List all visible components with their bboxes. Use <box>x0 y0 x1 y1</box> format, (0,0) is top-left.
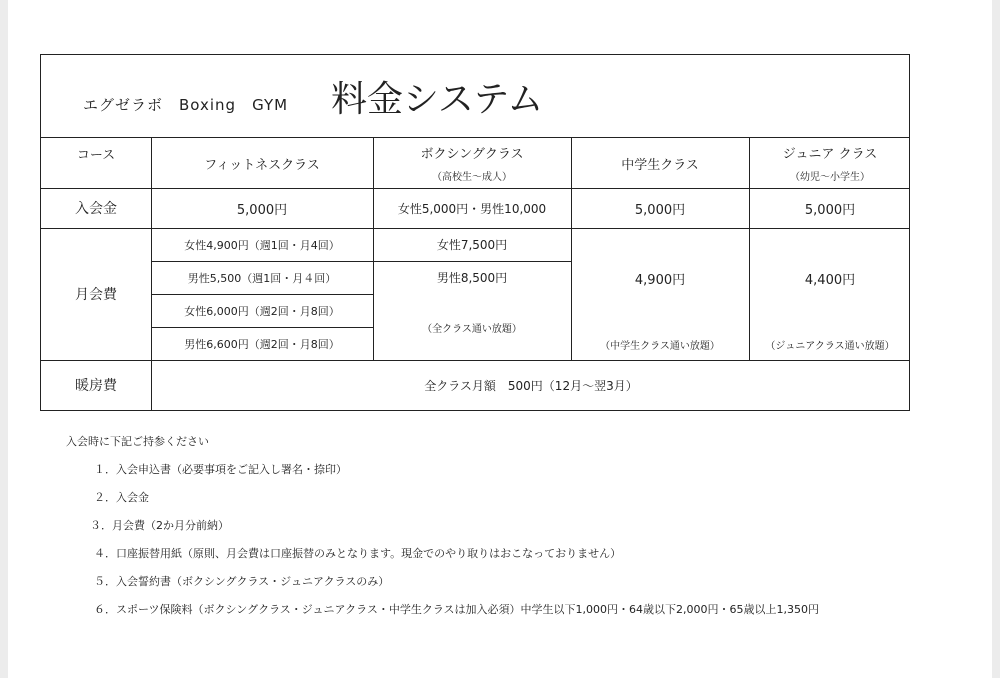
admission-junior-value: 5,000円 <box>804 202 856 218</box>
monthly-junior-high-note: （中学生クラス通い放題） <box>600 340 720 352</box>
boxing-class-header <box>373 138 571 188</box>
monthly-junior-note-cell <box>749 331 911 357</box>
heating-label: 暖房費 <box>75 378 117 394</box>
heating-value: 全クラス月額 500円（12月～翌3月） <box>424 378 638 393</box>
junior-class-header <box>749 138 911 188</box>
monthly-junior-high-note-cell <box>571 331 749 357</box>
table-header <box>41 55 909 138</box>
junior-high-class-name: 中学生クラス <box>621 157 699 173</box>
monthly-boxing-female-value: 女性7,500円 <box>436 238 508 252</box>
monthly-boxing-note: （全クラス通い放題） <box>422 323 522 335</box>
fee-table <box>40 54 910 411</box>
course-label: コース <box>76 147 116 163</box>
heating-value-cell <box>151 360 911 410</box>
monthly-junior-note: （ジュニアクラス通い放題） <box>765 340 895 352</box>
monthly-label: 月会費 <box>75 287 117 303</box>
monthly-boxing-female <box>373 228 571 261</box>
admission-fitness-value: 5,000円 <box>236 202 288 218</box>
boxing-class-age: （高校生～成人） <box>432 172 512 183</box>
note-item: ３．月会費（2か月分前納） <box>90 519 229 532</box>
note-item: ５．入会誓約書（ボクシングクラス・ジュニアクラスのみ） <box>94 575 390 588</box>
heating-label-cell <box>41 360 151 410</box>
monthly-fitness-row <box>151 228 373 261</box>
monthly-fitness-row <box>151 261 373 294</box>
notes-intro: 入会時に下記ご持参ください <box>66 435 209 448</box>
admission-junior <box>749 188 911 228</box>
course-label-cell <box>41 138 151 168</box>
admission-boxing-value: 女性5,000円・男性10,000 <box>397 201 547 216</box>
boxing-class-name: ボクシングクラス <box>420 147 524 162</box>
monthly-junior-high-price-cell <box>571 255 749 301</box>
admission-label: 入会金 <box>75 201 117 217</box>
monthly-fitness-value: 女性6,000円（週2回・月8回） <box>184 304 340 318</box>
junior-class-age: （幼児～小学生） <box>790 172 870 183</box>
fitness-class-name: フィットネスクラス <box>204 157 320 173</box>
junior-class-name: ジュニア クラス <box>782 147 878 162</box>
admission-junior-high-value: 5,000円 <box>634 202 686 218</box>
monthly-boxing-note-cell <box>373 309 571 345</box>
monthly-fitness-value: 男性5,500（週1回・月４回） <box>187 271 337 285</box>
monthly-fitness-row <box>151 294 373 327</box>
gym-name: エグゼラボ Boxing GYM <box>83 96 289 114</box>
monthly-label-cell <box>41 228 151 360</box>
monthly-boxing-male-value: 男性8,500円 <box>436 271 508 285</box>
page-title: 料金システム <box>331 79 544 120</box>
monthly-fitness-value: 女性4,900円（週1回・月4回） <box>184 238 340 252</box>
admission-boxing <box>373 188 571 228</box>
admission-fitness <box>151 188 373 228</box>
monthly-junior-price-cell <box>749 255 911 301</box>
monthly-boxing-male <box>373 261 571 294</box>
fitness-class-header <box>151 138 373 188</box>
document-page <box>8 0 992 678</box>
monthly-fitness-value: 男性6,600円（週2回・月8回） <box>184 337 340 351</box>
note-item: ４．口座振替用紙（原則、月会費は口座振替のみとなります。現金でのやり取りはおこなっておりません） <box>94 547 622 560</box>
monthly-fitness-row <box>151 327 373 360</box>
monthly-junior-high-price: 4,900円 <box>634 272 686 288</box>
junior-high-class-header <box>571 138 749 188</box>
admission-junior-high <box>571 188 749 228</box>
monthly-junior-price: 4,400円 <box>804 272 856 288</box>
note-item: ２．入会金 <box>94 491 149 504</box>
admission-label-cell <box>41 188 151 228</box>
note-item: １．入会申込書（必要事項をご記入し署名・捺印） <box>94 463 347 476</box>
note-item: ６．スポーツ保険料（ボクシングクラス・ジュニアクラス・中学生クラスは加入必須）中学生以下1,000円・64歳以下2,000円・65歳以上1,350円 <box>94 603 819 616</box>
